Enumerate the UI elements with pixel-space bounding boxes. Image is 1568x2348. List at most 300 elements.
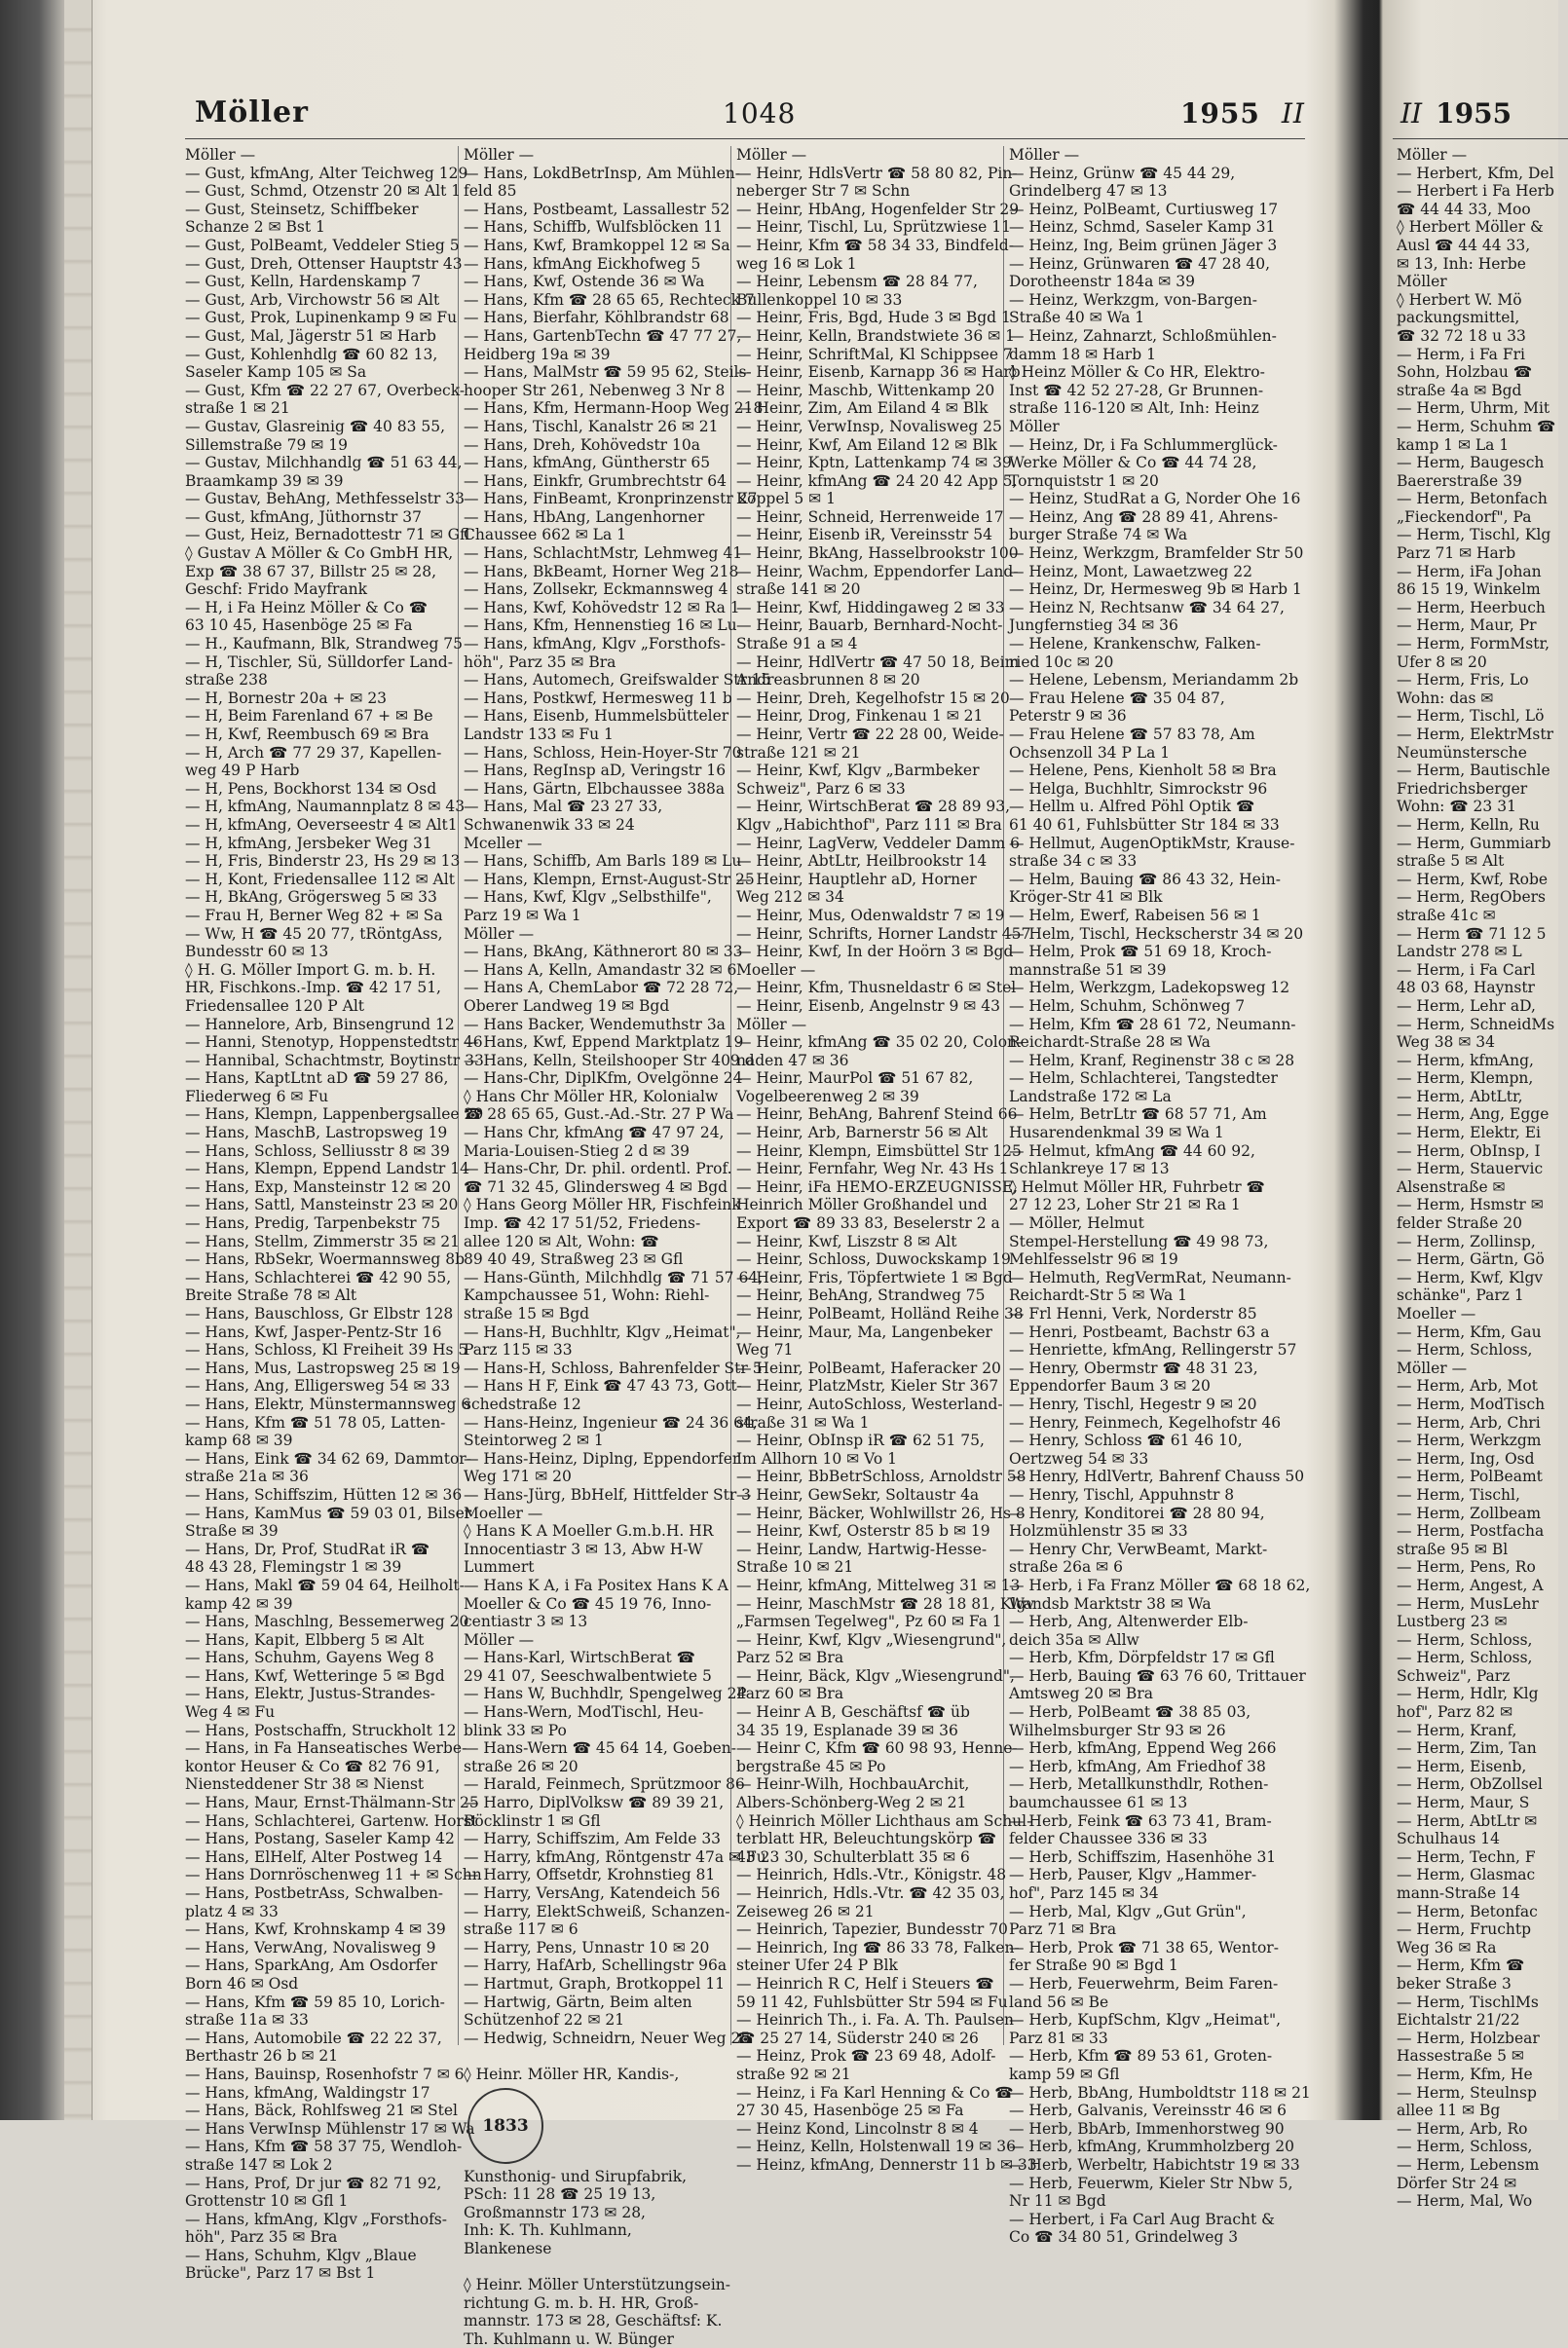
directory-entry-line: — Heinrich, Tapezier, Bundesstr 70 <box>736 1920 1008 1939</box>
directory-entry-line: straße 1 ✉ 21 <box>185 399 290 418</box>
directory-entry-line: Wohn: das ✉ <box>1397 689 1494 707</box>
seal-emblem: 1833 <box>467 2088 543 2164</box>
directory-entry-line: — Heinr, Klempn, Eimsbüttel Str 125 <box>736 1141 1022 1160</box>
directory-entry-line: — Heinz, Grünw ☎ 45 44 29, <box>1009 164 1236 182</box>
directory-entry-line: straße 5 ✉ Alt <box>1397 852 1505 871</box>
directory-entry-line: ◊ Heinr. Möller Unterstützungsein- <box>464 2276 731 2294</box>
directory-entry-line: weg 16 ✉ Lok 1 <box>736 254 857 273</box>
directory-entry-line: Grindelberg 47 ✉ 13 <box>1009 182 1168 201</box>
directory-entry-line: Weg 212 ✉ 34 <box>736 888 844 907</box>
directory-entry-line: Moeller & Co ☎ 45 19 76, Inno- <box>464 1594 712 1613</box>
directory-entry-line: platz 4 ✉ 33 <box>185 1902 279 1920</box>
directory-entry-line: Oberer Landweg 19 ✉ Bgd <box>464 996 670 1015</box>
directory-entry-line: — Hannibal, Schachtmstr, Boytinstr 33 <box>185 1051 484 1069</box>
directory-entry-line: — Hans, Klempn, Eppend Landstr 14 <box>185 1160 469 1178</box>
directory-entry-line: — Hans W, Buchhdlr, Spengelweg 24 <box>464 1685 747 1703</box>
directory-entry-line: — Heinr, Vertr ☎ 22 28 00, Weide- <box>736 726 1004 743</box>
directory-entry-line: allee 11 ✉ Bg <box>1397 2102 1501 2120</box>
directory-entry-line: — Hans, Bierfahr, Köhlbrandstr 68 <box>464 309 729 327</box>
directory-entry-line: — Hans, Kapit, Elbberg 5 ✉ Alt <box>185 1630 425 1649</box>
seal-emblem-wrap <box>467 2088 727 2164</box>
directory-entry-line: — Herm, Zim, Tan <box>1397 1739 1537 1758</box>
directory-entry-line: — Hans VerwInsp Mühlenstr 17 ✉ Wa <box>185 2119 475 2138</box>
directory-entry-line: — Herm, Hsmstr ✉ <box>1397 1196 1544 1214</box>
directory-entry-line: — Gust, PolBeamt, Veddeler Stieg 5 <box>185 236 460 254</box>
directory-entry-line: — Hans, Mus, Lastropsweg 25 ✉ 19 <box>185 1359 461 1377</box>
directory-entry-line: — Harry, Offsetdr, Krohnstieg 81 <box>464 1866 716 1884</box>
directory-entry-line: — Heinr, Schrifts, Horner Landstr 457 <box>736 924 1031 943</box>
directory-entry-line: — Hans, Exp, Mansteinstr 12 ✉ 20 <box>185 1177 452 1196</box>
directory-entry-line: — Herm, Arb, Chri <box>1397 1413 1541 1432</box>
directory-entry-line: — Heinr, BkAng, Hasselbrookstr 100 <box>736 544 1019 563</box>
directory-entry-line: — Hans, SparkAng, Am Osdorfer <box>185 1957 437 1975</box>
directory-entry-line: — Heinr, VerwInsp, Novalisweg 25 <box>736 417 1002 435</box>
directory-entry-line: — Hans, Kfm ☎ 51 78 05, Latten- <box>185 1413 446 1432</box>
directory-entry-line: Bundesstr 60 ✉ 13 <box>185 943 329 961</box>
directory-entry-line: — Herb, Pauser, Klgv „Hammer- <box>1009 1866 1257 1884</box>
directory-entry-line: — Herm, Kfm, Gau <box>1397 1323 1542 1341</box>
directory-entry-line: Eppendorfer Baum 3 ✉ 20 <box>1009 1377 1211 1396</box>
directory-entry-line: Kunsthonig- und Sirupfabrik, <box>464 2167 688 2185</box>
directory-entry-line: — Helm, Schlachterei, Tangstedter <box>1009 1069 1278 1088</box>
directory-entry-line: fer Straße 90 ✉ Bgd 1 <box>1009 1957 1178 1975</box>
directory-entry-line: — Hans, Schloss, Selliusstr 8 ✉ 39 <box>185 1141 450 1160</box>
directory-entry-line: Parz 81 ✉ 33 <box>1009 2029 1108 2047</box>
directory-entry-line: — Frau Helene ☎ 57 83 78, Am <box>1009 726 1255 743</box>
directory-entry-line <box>464 2258 727 2277</box>
directory-entry-line: — Heinrich, Hdls.-Vtr. ☎ 42 35 03, <box>736 1884 1005 1902</box>
directory-entry-line: — Herm, Bautischle <box>1397 762 1550 780</box>
directory-entry-line: — Herm, Kwf, Robe <box>1397 870 1549 888</box>
directory-entry-line: — Herm, Schloss, <box>1397 1341 1533 1360</box>
directory-entry-line: — Hans, Kwf, Ostende 36 ✉ Wa <box>464 273 705 291</box>
directory-entry-line: — Frl Henni, Verk, Norderstr 85 <box>1009 1305 1257 1323</box>
directory-entry-line: — Herm, MusLehr <box>1397 1594 1539 1613</box>
directory-entry-line: — Hans, Schloss, Hein-Hoyer-Str 70 <box>464 743 742 762</box>
directory-entry-line: — Hans, BkBeamt, Horner Weg 218 <box>464 562 739 580</box>
directory-entry-line: Parz 71 ✉ Bra <box>1009 1920 1117 1939</box>
directory-entry-line: — Hans, Eisenb, Hummelsbütteler <box>464 707 729 726</box>
directory-entry-line: mannstr. 173 ✉ 28, Geschäftsf: K. <box>464 2312 723 2330</box>
directory-entry-line: — Heinr, ObInsp iR ☎ 62 51 75, <box>736 1432 985 1450</box>
directory-entry-line: Landstr 278 ✉ L <box>1397 943 1522 961</box>
directory-entry-line: — Hans, VerwAng, Novalisweg 9 <box>185 1938 436 1957</box>
directory-entry-line: — Herm, Klempn, <box>1397 1069 1534 1088</box>
directory-entry-line: — Heinr, Maschb, Wittenkamp 20 <box>736 381 995 399</box>
directory-entry-line: Mehlfesselstr 96 ✉ 19 <box>1009 1250 1178 1269</box>
directory-entry-line: Born 46 ✉ Osd <box>185 1974 299 1993</box>
directory-entry-line: — Heinz, Prok ☎ 23 69 48, Adolf- <box>736 2047 996 2066</box>
directory-entry-line: — Hans, Kwf, Bramkoppel 12 ✉ Sa <box>464 236 730 254</box>
directory-entry-line: mann-Straße 14 <box>1397 1884 1520 1902</box>
directory-entry-line: — Hans, Schlachterei, Gartenw. Horst <box>185 1811 478 1830</box>
directory-entry-line: — Henry Chr, VerwBeamt, Markt- <box>1009 1540 1268 1558</box>
directory-entry-line: Ochsenzoll 34 P La 1 <box>1009 743 1171 762</box>
directory-entry-line: — Herm, PolBeamt <box>1397 1468 1543 1486</box>
directory-entry-line: — Hans, PostbetrAss, Schwalben- <box>185 1884 444 1902</box>
directory-entry-line: — Heinr, Mus, Odenwaldstr 7 ✉ 19 <box>736 906 1005 924</box>
directory-entry-line: — Hans, Postbeamt, Lassallestr 52 <box>464 200 730 218</box>
directory-entry-line: 27 12 23, Loher Str 21 ✉ Ra 1 <box>1009 1196 1241 1214</box>
directory-entry-line: Schanze 2 ✉ Bst 1 <box>185 218 325 237</box>
directory-entry-line: — Hans, Elektr, Münstermannsweg 6 <box>185 1395 471 1413</box>
directory-entry-line: — Heinr, MaschMstr ☎ 28 18 81, Klgv <box>736 1594 1035 1613</box>
directory-entry-line: — Herm, Heerbuch <box>1397 598 1546 616</box>
directory-entry-line: Dörfer Str 24 ✉ <box>1397 2174 1517 2192</box>
directory-entry-line: — Herm, Gummiarb <box>1397 834 1551 852</box>
directory-entry-line: straße 34 c ✉ 33 <box>1009 852 1138 871</box>
directory-entry-line: — Heinr, BehAng, Bahrenf Steind 66 <box>736 1105 1018 1124</box>
directory-entry-line: — Henriette, kfmAng, Rellingerstr 57 <box>1009 1341 1297 1360</box>
directory-entry-line: — Hans, Automobile ☎ 22 22 37, <box>185 2029 442 2047</box>
directory-entry-line: Schützenhof 22 ✉ 21 <box>464 2011 625 2030</box>
directory-entry-line: Klgv „Habichthof", Parz 111 ✉ Bra <box>736 815 1002 834</box>
directory-entry-line: ◊ Heinz Möller & Co HR, Elektro- <box>1009 363 1265 382</box>
directory-entry-line: — Hans A, Kelln, Amandastr 32 ✉ 6 <box>464 960 737 979</box>
directory-entry-line: — Hans, Schlachterei ☎ 42 90 55, <box>185 1268 452 1286</box>
directory-entry-line: — Hans-H, Buchhltr, Klgv „Heimat", <box>464 1323 741 1341</box>
directory-entry-line: — Hans, Schiffszim, Hütten 12 ✉ 36 <box>185 1485 463 1504</box>
directory-entry-line: — Heinz Kond, Lincolnstr 8 ✉ 4 <box>736 2119 979 2138</box>
directory-entry-line: Brücke", Parz 17 ✉ Bst 1 <box>185 2264 376 2283</box>
directory-entry-line: Innocentiastr 3 ✉ 13, Abw H-W <box>464 1540 703 1558</box>
directory-entry-line: — Hans, Automech, Greifswalder Str 15 <box>464 671 771 689</box>
directory-entry-line: — Hans Dornröschenweg 11 + ✉ Schn <box>185 1866 482 1884</box>
directory-entry-line: — Heinr, Kwf, In der Hoörn 3 ✉ Bgd <box>736 943 1014 961</box>
directory-entry-line: packungsmittel, <box>1397 309 1520 327</box>
directory-entry-line: burger Straße 74 ✉ Wa <box>1009 526 1188 544</box>
directory-entry-line: ✉ 13, Inh: Herbe <box>1397 254 1526 273</box>
directory-entry-line: Grottenstr 10 ✉ Gfl 1 <box>185 2192 349 2211</box>
directory-entry-line: — Helm, Ewerf, Rabeisen 56 ✉ 1 <box>1009 906 1261 924</box>
directory-entry-line: — Hans, LokdBetrInsp, Am Mühlen- <box>464 164 740 182</box>
directory-entry-line: — Herm, Gärtn, Gö <box>1397 1250 1545 1269</box>
directory-entry-line: Bullenkoppel 10 ✉ 33 <box>736 290 903 309</box>
directory-entry-line: — Hans-Günth, Milchhdlg ☎ 71 57 64, <box>464 1268 764 1286</box>
directory-entry-line: — Herm, Fris, Lo <box>1397 671 1529 689</box>
directory-entry-line: — Helm, Kfm ☎ 28 61 72, Neumann- <box>1009 1015 1296 1033</box>
directory-entry-line: — Herm, Stauervic <box>1397 1160 1544 1178</box>
directory-entry-line: hooper Str 261, Nebenweg 3 Nr 8 <box>464 381 726 399</box>
directory-entry-line: bergstraße 45 ✉ Po <box>736 1757 886 1775</box>
directory-entry-line: — Hans, kfmAng, Güntherstr 65 <box>464 454 711 472</box>
directory-entry-line: Straße 91 a ✉ 4 <box>736 635 858 653</box>
directory-entry-line: — Gust, Arb, Virchowstr 56 ✉ Alt <box>185 290 440 309</box>
directory-entry-line: — Hartwig, Gärtn, Beim alten <box>464 1993 692 2011</box>
directory-entry-line: ☎ 44 44 33, Moo <box>1397 200 1531 218</box>
directory-entry-line: Parz 71 ✉ Harb <box>1397 544 1516 563</box>
directory-entry-line: Nr 11 ✉ Bgd <box>1009 2192 1106 2211</box>
directory-entry-line: Parz 60 ✉ Bra <box>736 1685 844 1703</box>
directory-entry-line: — Hans, Kwf, Krohnskamp 4 ✉ 39 <box>185 1920 446 1939</box>
directory-entry-line: damm 18 ✉ Harb 1 <box>1009 345 1156 363</box>
directory-entry-line: Geschf: Frido Mayfrank <box>185 580 367 599</box>
directory-entry-line: — Heinr, Kfm, Thusneldastr 6 ✉ Stel <box>736 979 1017 997</box>
directory-entry-line: — Herm, kfmAng, <box>1397 1051 1534 1069</box>
directory-entry-line: 63 10 45, Hasenböge 25 ✉ Fa <box>185 616 413 635</box>
directory-entry-line: Möller — <box>1397 146 1468 164</box>
directory-entry-line: — Herm, ElektrMstr <box>1397 726 1554 743</box>
directory-entry-line: straße 11a ✉ 33 <box>185 2011 309 2030</box>
header-volume: II <box>1281 97 1305 130</box>
directory-entry-line: — Herm, Werkzgm <box>1397 1432 1542 1450</box>
directory-entry-line: Straße 10 ✉ 21 <box>736 1558 854 1577</box>
directory-entry-line: — Heinz, PolBeamt, Curtiusweg 17 <box>1009 200 1279 218</box>
directory-entry-line: — Möller, Helmut <box>1009 1214 1144 1233</box>
directory-entry-line: Kröger-Str 41 ✉ Blk <box>1009 888 1163 907</box>
directory-entry-line: „Farmsen Tegelweg", Pz 60 ✉ Fa 1 <box>736 1613 1002 1631</box>
directory-entry-line: — Herm ☎ 71 12 5 <box>1397 924 1547 943</box>
directory-entry-line: Ausl ☎ 44 44 33, <box>1397 236 1531 254</box>
directory-entry-line: — Herm, Fruchtp <box>1397 1920 1532 1939</box>
directory-entry-line: Weg 4 ✉ Fu <box>185 1703 276 1722</box>
directory-entry-line: straße 21a ✉ 36 <box>185 1468 309 1486</box>
directory-entry-line: richtung G. m. b. H. HR, Groß- <box>464 2293 699 2312</box>
directory-entry-line: Niensteddener Str 38 ✉ Nienst <box>185 1775 425 1794</box>
directory-entry-line: Sillemstraße 79 ✉ 19 <box>185 435 348 454</box>
directory-entry-line: — Heinrich Th., i. Fa. A. Th. Paulsen <box>736 2011 1014 2030</box>
directory-entry-line: Parz 19 ✉ Wa 1 <box>464 906 581 924</box>
directory-entry-line: Neumünstersche <box>1397 743 1527 762</box>
directory-entry-line: Möller — <box>1397 1359 1468 1377</box>
directory-entry-line: Möller — <box>464 1630 535 1649</box>
directory-entry-line: 34 35 19, Esplanade 39 ✉ 36 <box>736 1721 958 1739</box>
directory-entry-line: Chaussee 662 ✉ La 1 <box>464 526 626 544</box>
directory-entry-line: — Heinr, HdlsVertr ☎ 58 80 82, Pin- <box>736 164 1018 182</box>
directory-entry-line: — Gust, Schmd, Otzenstr 20 ✉ Alt 1 <box>185 182 462 201</box>
directory-entry-line: — Henry, HdlVertr, Bahrenf Chauss 50 <box>1009 1468 1305 1486</box>
directory-entry-line: — Herm, Postfacha <box>1397 1522 1545 1541</box>
directory-entry-line: ried 10c ✉ 20 <box>1009 652 1114 671</box>
directory-entry-line: feld 85 <box>464 182 517 201</box>
directory-entry-line: — Hans, Einkfr, Grumbrechtstr 64 <box>464 471 728 490</box>
directory-entry-line: — Hans, Schloss, Kl Freiheit 39 Hs 5 <box>185 1341 468 1360</box>
directory-entry-line: straße 4a ✉ Bgd <box>1397 381 1522 399</box>
directory-entry-line: — Herbert i Fa Herb <box>1397 182 1554 201</box>
directory-entry-line: — Heinz, Dr, i Fa Schlummerglück- <box>1009 435 1278 454</box>
directory-entry-line: — Herm, Schloss, <box>1397 2138 1533 2156</box>
directory-entry-line: neberger Str 7 ✉ Schn <box>736 182 911 201</box>
directory-entry-line: — Hans-Karl, WirtschBerat ☎ <box>464 1649 695 1667</box>
directory-entry-line: — Heinr, Kfm ☎ 58 34 33, Bindfeld- <box>736 236 1014 254</box>
directory-entry-line: felder Chaussee 336 ✉ 33 <box>1009 1830 1208 1848</box>
directory-entry-line: — Heinr, SchriftMal, Kl Schippsee 7 <box>736 345 1013 363</box>
directory-entry-line: Zeiseweg 26 ✉ 21 <box>736 1902 875 1920</box>
directory-entry-line: — Herm, Schuhm ☎ <box>1397 417 1556 435</box>
directory-entry-line: — Herm, Arb, Ro <box>1397 2119 1528 2138</box>
directory-entry-line: — Hans, Schiffb, Am Barls 189 ✉ Lu <box>464 852 742 871</box>
directory-entry-line: — Herm, ModTisch <box>1397 1395 1546 1413</box>
directory-entry-line: — Hans Chr, kfmAng ☎ 47 97 24, <box>464 1124 725 1142</box>
directory-entry-line: — Heinr, Schneid, Herrenweide 17 <box>736 507 1004 526</box>
directory-entry-line: — Hans, Dreh, Kohövedstr 10a <box>464 435 700 454</box>
directory-entry-line: — Hans, Stellm, Zimmerstr 35 ✉ 21 <box>185 1232 460 1250</box>
directory-entry-line: Reichardt-Straße 28 ✉ Wa <box>1009 1033 1211 1052</box>
directory-entry-line: Lustberg 23 ✉ <box>1397 1613 1508 1631</box>
directory-entry-line: — Heinr, MaurPol ☎ 51 67 82, <box>736 1069 974 1088</box>
directory-entry-line: — Herbert, Kfm, Del <box>1397 164 1554 182</box>
directory-entry-line: — Herbert, i Fa Carl Aug Bracht & <box>1009 2210 1275 2228</box>
directory-entry-line: ◊ Helmut Möller HR, Fuhrbetr ☎ <box>1009 1177 1265 1196</box>
directory-entry-line: Friedensallee 120 P Alt <box>185 996 365 1015</box>
facing-page-fragment <box>1393 90 1558 2211</box>
directory-entry-line: Dorotheenstr 184a ✉ 39 <box>1009 273 1195 291</box>
directory-entry-line: — Hans, BkAng, Käthnerort 80 ✉ 33 <box>464 943 743 961</box>
directory-entry-line: — Helene, Krankenschw, Falken- <box>1009 635 1261 653</box>
directory-entry-line: — Herb, Kfm, Dörpfeldstr 17 ✉ Gfl <box>1009 1649 1275 1667</box>
directory-entry-line: — Herm, Kwf, Klgv <box>1397 1268 1544 1286</box>
directory-entry-line: — Hans, Kfm ☎ 58 37 75, Wendloh- <box>185 2138 463 2156</box>
directory-entry-line: kamp 68 ✉ 39 <box>185 1432 293 1450</box>
directory-entry-line: — Helm, Kranf, Reginenstr 38 c ✉ 28 <box>1009 1051 1295 1069</box>
facing-column <box>1397 146 1562 2211</box>
directory-entry-line: Wilhelmsburger Str 93 ✉ 26 <box>1009 1721 1226 1739</box>
directory-entry-line: — Helene, Pens, Kienholt 58 ✉ Bra <box>1009 762 1277 780</box>
directory-entry-line: höh", Parz 35 ✉ Bra <box>464 652 616 671</box>
directory-entry-line: — Heinr, AbtLtr, Heilbrookstr 14 <box>736 852 988 871</box>
directory-entry-line: — Herm, i Fa Fri <box>1397 345 1525 363</box>
directory-entry-line: — Herm, ObInsp, I <box>1397 1141 1541 1160</box>
directory-entry-line: — Hanni, Stenotyp, Hoppenstedtstr 46 <box>185 1033 483 1052</box>
directory-entry-line: — Herm, SchneidMs <box>1397 1015 1555 1033</box>
directory-entry-line: — Hans, KamMus ☎ 59 03 01, Bilser <box>185 1504 472 1522</box>
directory-entry-line: — Heinr, Bauarb, Bernhard-Nocht- <box>736 616 1003 635</box>
directory-entry-line: — Herm, Eisenb, <box>1397 1757 1527 1775</box>
directory-entry-line: — Hans-Jürg, BbHelf, Hittfelder Str 3 <box>464 1485 752 1504</box>
directory-entry-line: weg 49 P Harb <box>185 762 300 780</box>
directory-entry-line: — Henry, Konditorei ☎ 28 80 94, <box>1009 1504 1265 1522</box>
directory-entry-line: — Hans, Schuhm, Gayens Weg 8 <box>185 1649 434 1667</box>
directory-entry-line: — Hans, Tischl, Kanalstr 26 ✉ 21 <box>464 417 719 435</box>
directory-entry-line: — Heinr, Lebensm ☎ 28 84 77, <box>736 273 978 291</box>
directory-entry-line: straße 121 ✉ 21 <box>736 743 861 762</box>
directory-entry-line: allee 120 ✉ Alt, Wohn: ☎ <box>464 1232 659 1250</box>
directory-entry-line: — Hans, RbSekr, Woermannsweg 8b <box>185 1250 466 1269</box>
directory-entry-line: — Harald, Feinmech, Sprützmoor 86 <box>464 1775 745 1794</box>
directory-entry-line: 27 30 45, Hasenböge 25 ✉ Fa <box>736 2102 964 2120</box>
directory-entry-line: — Hans A, ChemLabor ☎ 72 28 72, <box>464 979 739 997</box>
directory-entry-line: — Hans, Prof, Dr jur ☎ 82 71 92, <box>185 2174 442 2192</box>
directory-entry-line: — Heinz, StudRat a G, Norder Ohe 16 <box>1009 490 1301 508</box>
directory-entry-line: Schweiz", Parz <box>1397 1666 1511 1685</box>
directory-entry-line: — Heinz, Dr, Hermesweg 9b ✉ Harb 1 <box>1009 580 1302 599</box>
directory-entry-line: Möller — <box>1009 146 1080 164</box>
directory-entry-line: Th. Kuhlmann u. W. Bünger <box>464 2329 674 2348</box>
directory-entry-line: straße 147 ✉ Lok 2 <box>185 2155 333 2174</box>
directory-entry-line: — Hans, Bauinsp, Rosenhofstr 7 ✉ 6 <box>185 2065 465 2083</box>
directory-entry-line: Steintorweg 2 ✉ 1 <box>464 1432 604 1450</box>
directory-entry-line: straße 26a ✉ 6 <box>1009 1558 1123 1577</box>
directory-entry-line: — Heinr, Kwf, Liszstr 8 ✉ Alt <box>736 1232 957 1250</box>
directory-entry-line: — Heinr, HdlVertr ☎ 47 50 18, Beim <box>736 652 1020 671</box>
directory-entry-line: ◊ Heinr. Möller HR, Kandis-, <box>464 2065 680 2083</box>
directory-entry-line: straße 117 ✉ 6 <box>464 1920 579 1939</box>
directory-entry-line: — Hans, Maschlng, Bessemerweg 20 <box>185 1613 469 1631</box>
directory-entry-line: Amtsweg 20 ✉ Bra <box>1009 1685 1153 1703</box>
directory-entry-line: Friedrichsberger <box>1397 779 1528 798</box>
directory-entry-line: — Hans, Kelln, Steilshooper Str 409 d <box>464 1051 755 1069</box>
directory-entry-line: Maria-Louisen-Stieg 2 d ✉ 39 <box>464 1141 690 1160</box>
directory-entry-line: — Herb, Feink ☎ 63 73 41, Bram- <box>1009 1811 1272 1830</box>
directory-entry-line: — Hellm u. Alfred Pöhl Optik ☎ <box>1009 798 1255 816</box>
directory-entry-line: — Hans, kfmAng Eickhofweg 5 <box>464 254 701 273</box>
directory-entry-line: PSch: 11 28 ☎ 25 19 13, <box>464 2185 656 2204</box>
directory-entry-line: — Herm, RegObers <box>1397 888 1547 907</box>
directory-entry-line: Peterstr 9 ✉ 36 <box>1009 707 1127 726</box>
directory-entry-line: Fliederweg 6 ✉ Fu <box>185 1087 329 1105</box>
directory-entry-line: Baererstraße 39 <box>1397 471 1522 490</box>
directory-entry-line: Inst ☎ 42 52 27-28, Gr Brunnen- <box>1009 381 1264 399</box>
directory-entry-line: — Herm, Techn, F <box>1397 1847 1536 1866</box>
directory-entry-line: Großmannstr 173 ✉ 28, <box>464 2203 646 2221</box>
directory-entry-line: HR, Fischkons.-Imp. ☎ 42 17 51, <box>185 979 441 997</box>
directory-entry-line: Böcklinstr 1 ✉ Gfl <box>464 1811 601 1830</box>
directory-entry-line: — Herb, Mal, Klgv „Gut Grün", <box>1009 1902 1247 1920</box>
directory-entry-line: — Herb, Werbeltr, Habichtstr 19 ✉ 33 <box>1009 2155 1300 2174</box>
directory-entry-line: — Harry, HafArb, Schellingstr 96a <box>464 1957 728 1975</box>
directory-entry-line: Im Allhorn 10 ✉ Vo 1 <box>736 1449 897 1468</box>
directory-entry-line: — Hans, Dr, Prof, StudRat iR ☎ <box>185 1540 430 1558</box>
directory-entry-line: Husarendenkmal 39 ✉ Wa 1 <box>1009 1124 1224 1142</box>
directory-entry-line: — Herb, Ang, Altenwerder Elb- <box>1009 1613 1249 1631</box>
directory-entry-line: — Herm, Kelln, Ru <box>1397 815 1540 834</box>
directory-entry-line: — Hans, MaschB, Lastropsweg 19 <box>185 1124 448 1142</box>
directory-entry-line: Weg 171 ✉ 20 <box>464 1468 572 1486</box>
directory-entry-line: — Heinr, Kwf, Klgv „Wiesengrund", <box>736 1630 1007 1649</box>
directory-entry-line: — Herm, Maur, Pr <box>1397 616 1537 635</box>
directory-entry-line: — Henry, Tischl, Appuhnstr 8 <box>1009 1485 1235 1504</box>
directory-entry-line: ☎ 28 65 65, Gust.-Ad.-Str. 27 P Wa <box>464 1105 734 1124</box>
directory-entry-line: — Heinr A B, Geschäftsf ☎ üb <box>736 1703 970 1722</box>
directory-entry-line: — Hans, Kwf, Wetteringe 5 ✉ Bgd <box>185 1666 445 1685</box>
directory-entry-line: — Hans, Kwf, Kohövedstr 12 ✉ Ra 1 <box>464 598 740 616</box>
directory-entry-line: — Heinz, Werkzgm, Bramfelder Str 50 <box>1009 544 1304 563</box>
facing-year: 1955 <box>1436 97 1512 130</box>
directory-entry-line: — Heinz, Schmd, Saseler Kamp 31 <box>1009 218 1276 237</box>
directory-entry-line: — Heinr, kfmAng ☎ 35 02 20, Colon- <box>736 1033 1023 1052</box>
directory-entry-line: Braamkamp 39 ✉ 39 <box>185 471 344 490</box>
directory-entry-line: Schweiz", Parz 6 ✉ 33 <box>736 779 906 798</box>
directory-entry-line: — Heinr, LagVerw, Veddeler Damm 6 <box>736 834 1020 852</box>
directory-entry-line: hof", Parz 145 ✉ 34 <box>1009 1884 1159 1902</box>
directory-entry-line: — Herb, kfmAng, Eppend Weg 266 <box>1009 1739 1277 1758</box>
directory-entry-line: — Gustav, Glasreinig ☎ 40 83 55, <box>185 417 446 435</box>
directory-entry-line: — Herb, KupfSchm, Klgv „Heimat", <box>1009 2011 1282 2030</box>
directory-entry-line: — Heinr, PolBeamt, Holländ Reihe 38 <box>736 1305 1024 1323</box>
directory-entry-line: — Harro, DiplVolksw ☎ 89 39 21, <box>464 1794 725 1812</box>
directory-entry-line: Weg 36 ✉ Ra <box>1397 1938 1497 1957</box>
directory-entry-line: — Hans, Klempn, Ernst-August-Str 25 <box>464 870 755 888</box>
directory-entry-line: — Henry, Feinmech, Kegelhofstr 46 <box>1009 1413 1282 1432</box>
header-year: 1955 <box>1179 97 1260 130</box>
directory-entry-line: schänke", Parz 1 <box>1397 1286 1524 1305</box>
directory-entry-line: Werke Möller & Co ☎ 44 74 28, <box>1009 454 1257 472</box>
facing-page-header <box>1400 97 1512 130</box>
directory-entry-line: kontor Heuser & Co ☎ 82 76 91, <box>185 1757 440 1775</box>
directory-entry-line: — Gust, Prok, Lupinenkamp 9 ✉ Fu <box>185 309 458 327</box>
directory-entry-line: — Herm, Schloss, <box>1397 1630 1533 1649</box>
directory-entry-line: — Herm, Lebensm <box>1397 2155 1540 2174</box>
directory-entry-line: — Herm, Baugesch <box>1397 454 1545 472</box>
directory-entry-line: — Hans, kfmAng, Klgv „Forsthofs- <box>464 635 727 653</box>
directory-entry-line: Schlankreye 17 ✉ 13 <box>1009 1160 1170 1178</box>
directory-entry-line: naden 47 ✉ 36 <box>736 1051 849 1069</box>
directory-entry-line: — Herm, AbtLtr ✉ <box>1397 1811 1538 1830</box>
header-name: Möller <box>195 95 309 130</box>
directory-entry-line: — Heinr, Eisenb iR, Vereinsstr 54 <box>736 526 992 544</box>
directory-entry-line: centiastr 3 ✉ 13 <box>464 1613 588 1631</box>
directory-entry-line: Berthastr 26 b ✉ 21 <box>185 2047 339 2066</box>
